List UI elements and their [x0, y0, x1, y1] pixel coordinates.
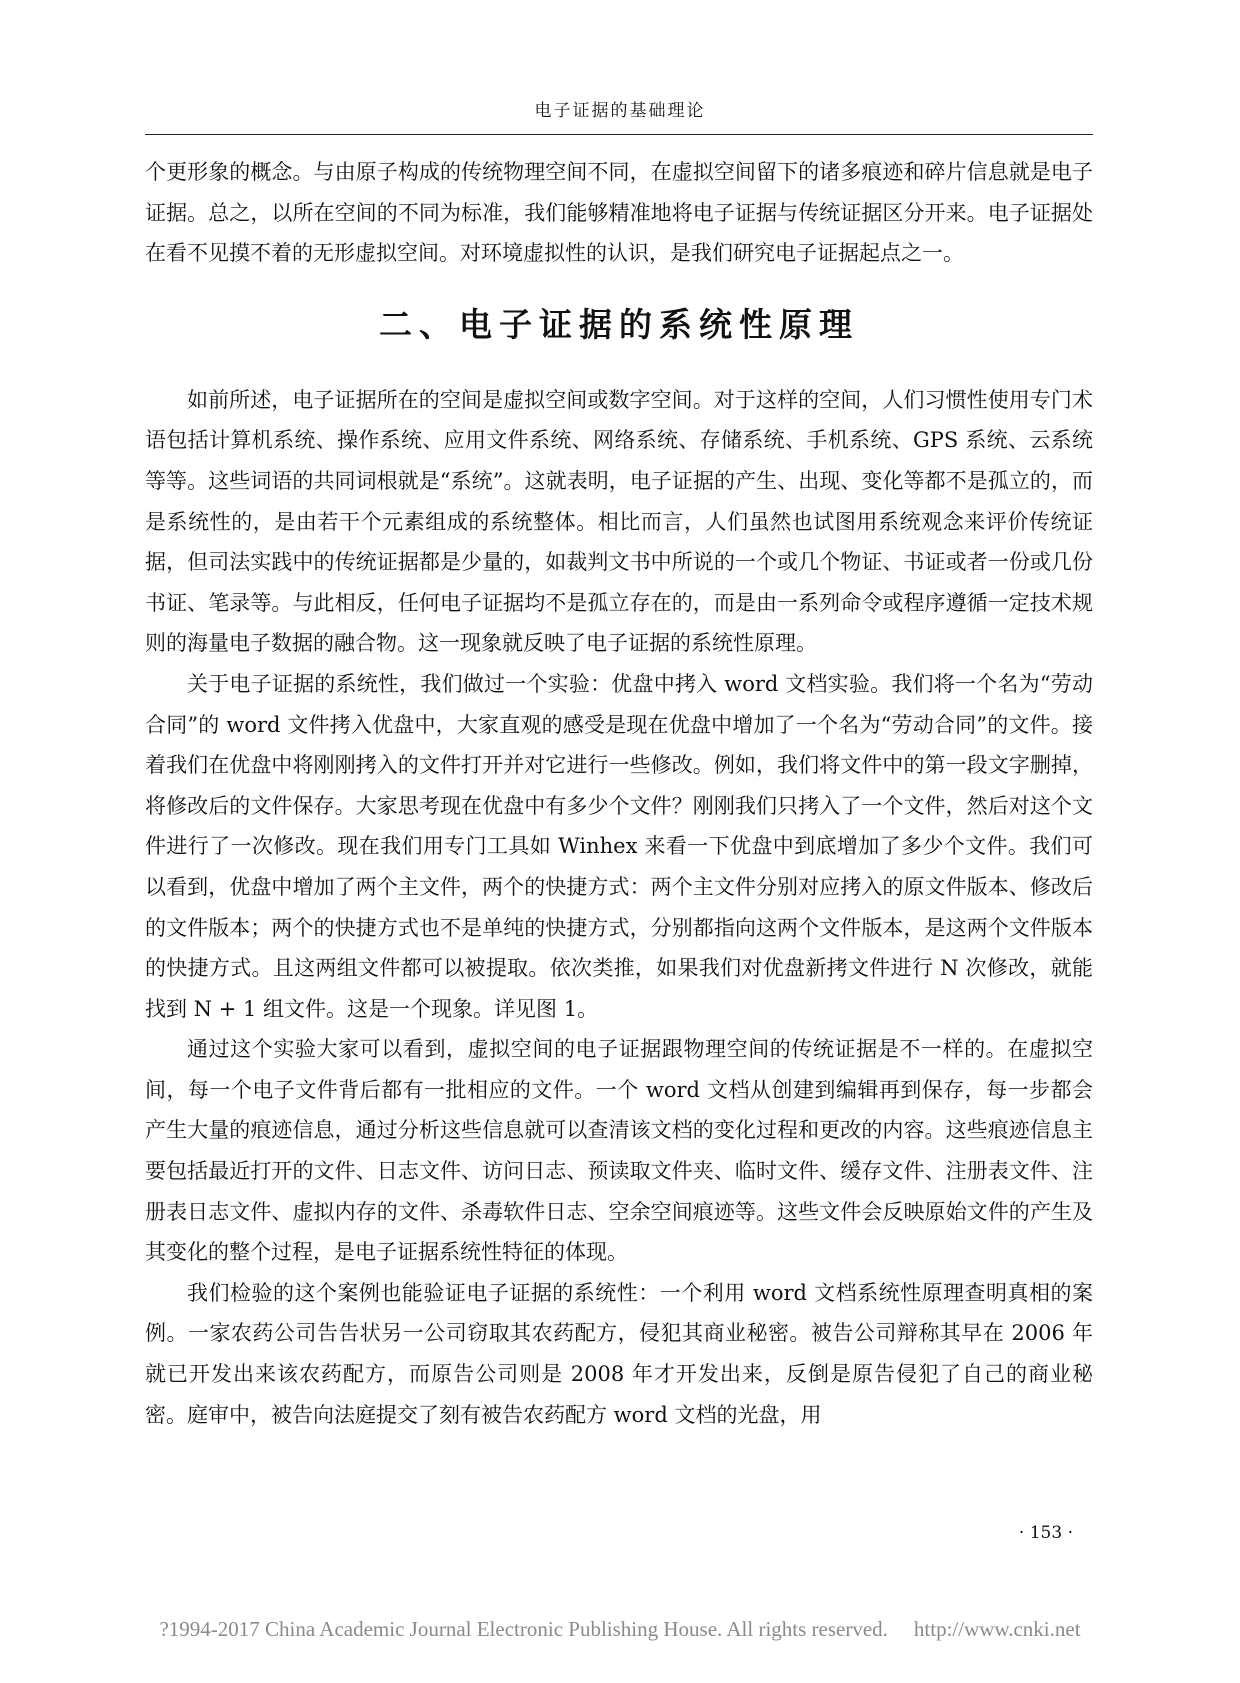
header-rule [145, 134, 1093, 135]
paragraph: 关于电子证据的系统性，我们做过一个实验：优盘中拷入 word 文档实验。我们将一个名为“劳动合同”的 word 文件拷入优盘中，大家直观的感受是现在优盘中增加了一个名为“劳动合同”的文件。接着我们在优盘中将刚刚拷入的文件打开并对它进行一些修改。例如，我们将文件中的第一段文字删掉，将修改后的文件保存。大家思考现在优盘中有多少个文件？刚刚我们只拷入了一个文件，然后对这个文件进行了一次修改。现在我们用专门工具如 Winhex 来看一下优盘中到底增加了多少个文件。我们可以看到，优盘中增加了两个主文件，两个的快捷方式：两个主文件分别对应拷入的原文件版本、修改后的文件版本；两个的快捷方式也不是单纯的快捷方式，分别都指向这两个文件版本，是这两个文件版本的快捷方式。且这两组文件都可以被提取。依次类推，如果我们对优盘新拷文件进行 N 次修改，就能找到 N + 1 组文件。这是一个现象。详见图 1。 [145, 671, 1093, 1021]
footer-url[interactable]: http://www.cnki.net [913, 1617, 1081, 1641]
article-body [145, 152, 1093, 1435]
paragraph: 通过这个实验大家可以看到，虚拟空间的电子证据跟物理空间的传统证据是不一样的。在虚拟空间，每一个电子文件背后都有一批相应的文件。一个 word 文档从创建到编辑再到保存，每一步都会产生大量的痕迹信息，通过分析这些信息就可以查清该文档的变化过程和更改的内容。这些痕迹信息主要包括最近打开的文件、日志文件、访问日志、预读取文件夹、临时文件、缓存文件、注册表文件、注册表日志文件、虚拟内存的文件、杀毒软件日志、空余空间痕迹等。这些文件会反映原始文件的产生及其变化的整个过程，是电子证据系统性特征的体现。 [145, 1037, 1093, 1265]
running-header: 电子证据的基础理论 [534, 101, 706, 121]
section-heading: 二、电子证据的系统性原理 [379, 304, 859, 344]
paragraph-continued: 个更形象的概念。与由原子构成的传统物理空间不同，在虚拟空间留下的诸多痕迹和碎片信息就是电子证据。总之，以所在空间的不同为标准，我们能够精准地将电子证据与传统证据区分开来。电子证据处在看不见摸不着的无形虚拟空间。对环境虚拟性的认识，是我们研究电子证据起点之一。 [145, 160, 1093, 266]
paragraph: 如前所述，电子证据所在的空间是虚拟空间或数字空间。对于这样的空间，人们习惯性使用专门术语包括计算机系统、操作系统、应用文件系统、网络系统、存储系统、手机系统、GPS 系统、云系统等等。这些词语的共同词根就是“系统”。这就表明，电子证据的产生、出现、变化等都不是孤立的，而是系统性的，是由若干个元素组成的系统整体。相比而言，人们虽然也试图用系统观念来评价传统证据，但司法实践中的传统证据都是少量的，如裁判文书中所说的一个或几个物证、书证或者一份或几份书证、笔录等。与此相反，任何电子证据均不是孤立存在的，而是由一系列命令或程序遵循一定技术规则的海量电子数据的融合物。这一现象就反映了电子证据的系统性原理。 [145, 387, 1093, 656]
copyright-text: ?1994-2017 China Academic Journal Electronic Publishing House. All rights reserved. [159, 1617, 888, 1641]
copyright-footer [0, 1617, 1240, 1642]
page-number: · 153 · [1018, 1523, 1073, 1543]
paragraph: 我们检验的这个案例也能验证电子证据的系统性：一个利用 word 文档系统性原理查明真相的案例。一家农药公司告告状另一公司窃取其农药配方，侵犯其商业秘密。被告公司辩称其早在 2006 年就已开发出来该农药配方，而原告公司则是 2008 年才开发出来，反倒是原告侵犯了自己的商业秘密。庭审中，被告向法庭提交了刻有被告农药配方 word 文档的光盘，用 [145, 1280, 1093, 1427]
